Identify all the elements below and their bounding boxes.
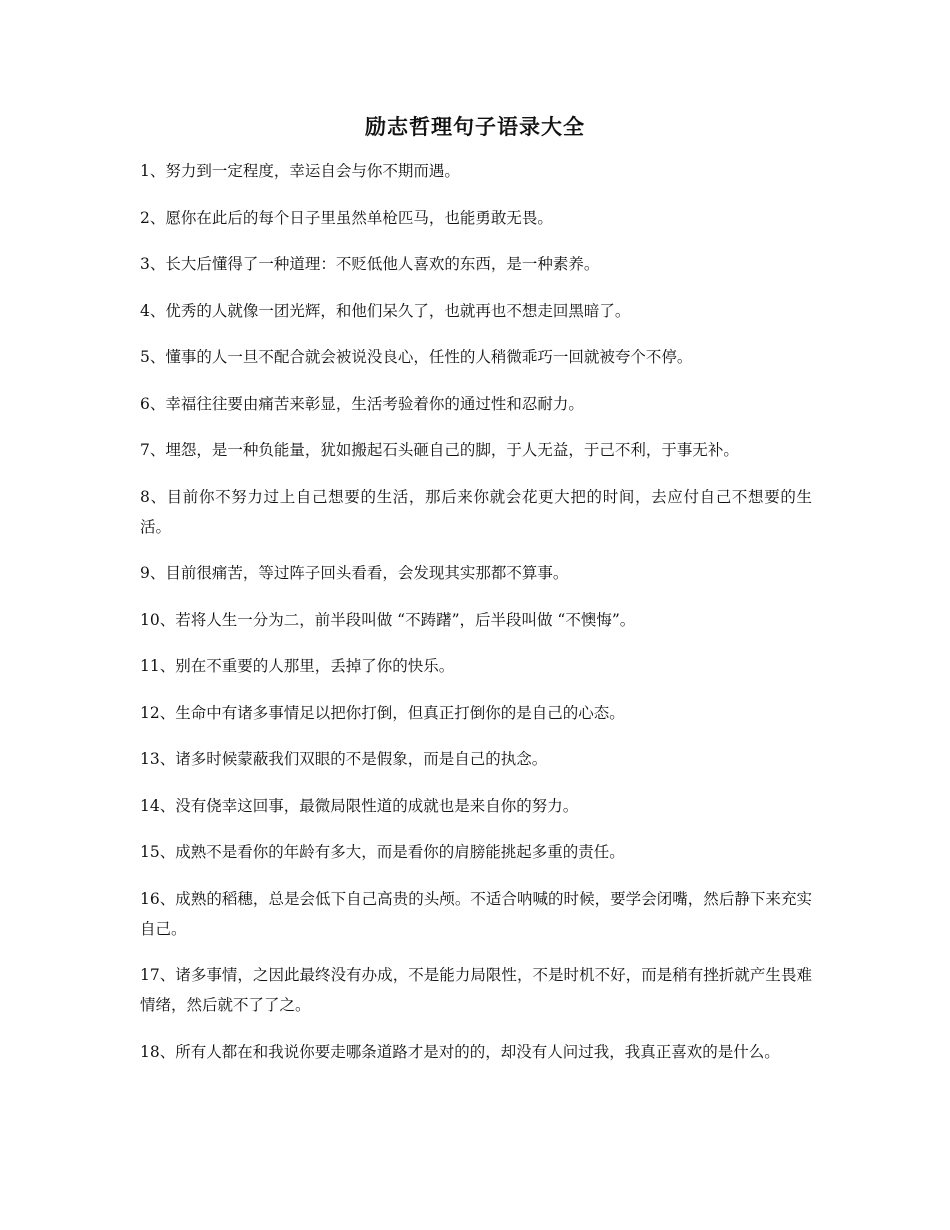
quote-item: 8、目前你不努力过上自己想要的生活，那后来你就会花更大把的时间，去应付自己不想要的生活。 bbox=[140, 487, 812, 536]
quote-item: 17、诸多事情，之因此最终没有办成，不是能力局限性，不是时机不好，而是稍有挫折就产生畏难情绪，然后就不了了之。 bbox=[140, 966, 812, 1014]
quote-item: 2、愿你在此后的每个日子里虽然单枪匹马，也能勇敢无畏。 bbox=[140, 208, 553, 227]
quote-item: 16、成熟的稻穗，总是会低下自己高贵的头颅。不适合呐喊的时候，要学会闭嘴，然后静下来充实自己。 bbox=[140, 889, 812, 938]
quote-item: 15、成熟不是看你的年龄有多大，而是看你的肩膀能挑起多重的责任。 bbox=[140, 843, 625, 861]
quote-item: 10、若将人生一分为二，前半段叫做 “不踌躇”，后半段叫做 “不懊悔”。 bbox=[140, 610, 636, 629]
quote-item: 1、努力到一定程度，幸运自会与你不期而遇。 bbox=[140, 162, 460, 180]
quote-item: 5、懂事的人一旦不配合就会被说没良心，任性的人稍微乖巧一回就被夸个不停。 bbox=[140, 348, 693, 366]
document-title: 励志哲理句子语录大全 bbox=[365, 115, 585, 139]
quote-item: 13、诸多时候蒙蔽我们双眼的不是假象，而是自己的执念。 bbox=[140, 750, 548, 768]
quote-list bbox=[140, 156, 812, 1083]
quote-item: 18、所有人都在和我说你要走哪条道路才是对的的，却没有人问过我，我真正喜欢的是什么。 bbox=[140, 1042, 780, 1061]
quote-item: 12、生命中有诸多事情足以把你打倒，但真正打倒你的是自己的心态。 bbox=[140, 703, 625, 722]
quote-item: 9、目前很痛苦，等过阵子回头看看，会发现其实那都不算事。 bbox=[140, 564, 569, 582]
quote-item: 14、没有侥幸这回事，最微局限性道的成就也是来自你的努力。 bbox=[140, 796, 579, 815]
quote-item: 6、幸福往往要由痛苦来彰显，生活考验着你的通过性和忍耐力。 bbox=[140, 394, 584, 413]
quote-item: 4、优秀的人就像一团光辉，和他们呆久了，也就再也不想走回黑暗了。 bbox=[140, 301, 631, 320]
quote-item: 7、埋怨，是一种负能量，犹如搬起石头砸自己的脚，于人无益，于己不利，于事无补。 bbox=[140, 441, 739, 459]
quote-item: 11、别在不重要的人那里，丢掉了你的快乐。 bbox=[140, 657, 455, 675]
quote-item: 3、长大后懂得了一种道理：不贬低他人喜欢的东西，是一种素养。 bbox=[140, 255, 600, 273]
